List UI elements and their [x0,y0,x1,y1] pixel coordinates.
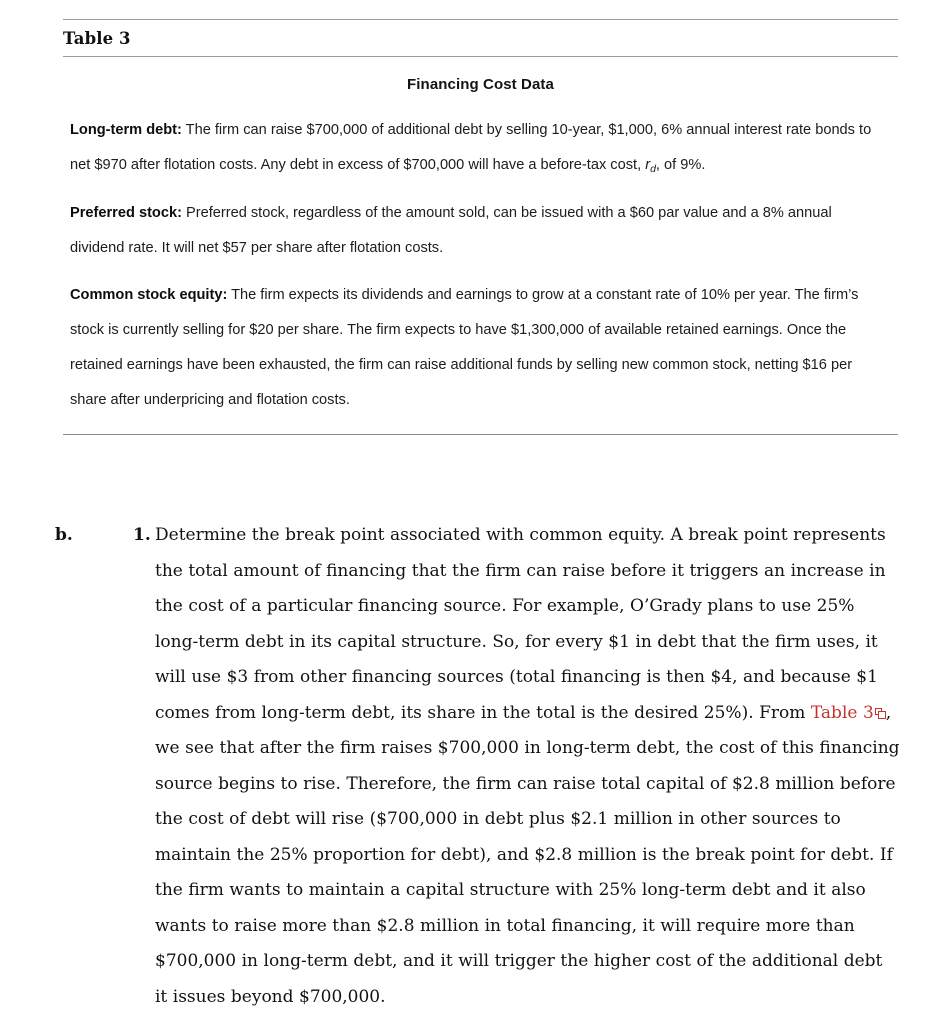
row-term-label: Long-term debt: [70,122,182,139]
row-term-label: Common stock equity: [70,287,228,304]
table-3-cross-reference-link[interactable] [811,703,886,723]
financing-row-long-term-debt [63,113,898,184]
question-inner-marker: 1. [133,525,151,545]
variable-rd [645,157,656,173]
table-exhibit [63,19,898,435]
exhibit-title: Financing Cost Data [407,76,554,94]
variable-base: r [645,157,651,174]
row-text: Preferred stock, regardless of the amount sold, can be issued with a $60 par value and a 8% annual dividend rate. It will net $57 per share after flotation costs. [70,205,832,257]
question-outer-marker: b. [55,525,73,545]
row-text-before-variable: The firm can raise $700,000 of additional debt by selling 10-year, $1,000, 6% annual interest rate bonds to net $970 after flotation costs. Any debt in excess of $700,000 will have a before-tax cost, [70,122,872,174]
question-block [55,518,900,1015]
question-text [155,518,900,1015]
link-label: Table 3 [810,702,874,723]
exhibit-bottom-rule [63,434,898,435]
financing-row-preferred-stock [63,196,898,266]
question-text-part1: Determine the break point associated with common equity. A break point represents the total amount of financing that the firm can raise before it triggers an increase in the cost of a particular financing source. For example, O’Grady plans to use 25% long-term debt in its capital structure. So, for every $1 in debt that the firm uses, it will use $3 from other financing sources (total financing is then $4, and because $1 comes from long-term debt, its share in the total is the desired 25%). From [155,525,886,723]
row-text: The firm expects its dividends and earnings to grow at a constant rate of 10% per year. The firm’s stock is currently selling for $20 per share. The firm expects to have $1,300,000 of available retained earnings. Once the retained earnings have been exhausted, the firm can raise additional funds by selling new common stock, netting $16 per share after underpricing and flotation costs. [70,287,859,409]
financing-row-common-stock-equity [63,278,898,418]
question-row [55,518,900,1015]
popup-window-icon [875,708,886,719]
exhibit-label: Table 3 [63,29,131,48]
row-text-after-variable: , of 9%. [655,157,706,174]
row-term-label: Preferred stock: [70,205,182,222]
variable-subscript: d [650,162,656,175]
exhibit-body [63,57,898,434]
question-text-part2: , we see that after the firm raises $700,000 in long-term debt, the cost of this financing source begins to rise. Therefore, the firm can raise total capital of $2.8 million before the cost of debt will rise ($700,000 in debt plus $2.1 million in other sources to maintain the 25% proportion for debt), and $2.8 million is the break point for debt. If the firm wants to maintain a capital structure with 25% long-term debt and it also wants to raise more than $2.8 million in total financing, it will require more than $700,000 in long-term debt, and it will trigger the higher cost of the additional debt it issues beyond $700,000. [155,702,900,1007]
